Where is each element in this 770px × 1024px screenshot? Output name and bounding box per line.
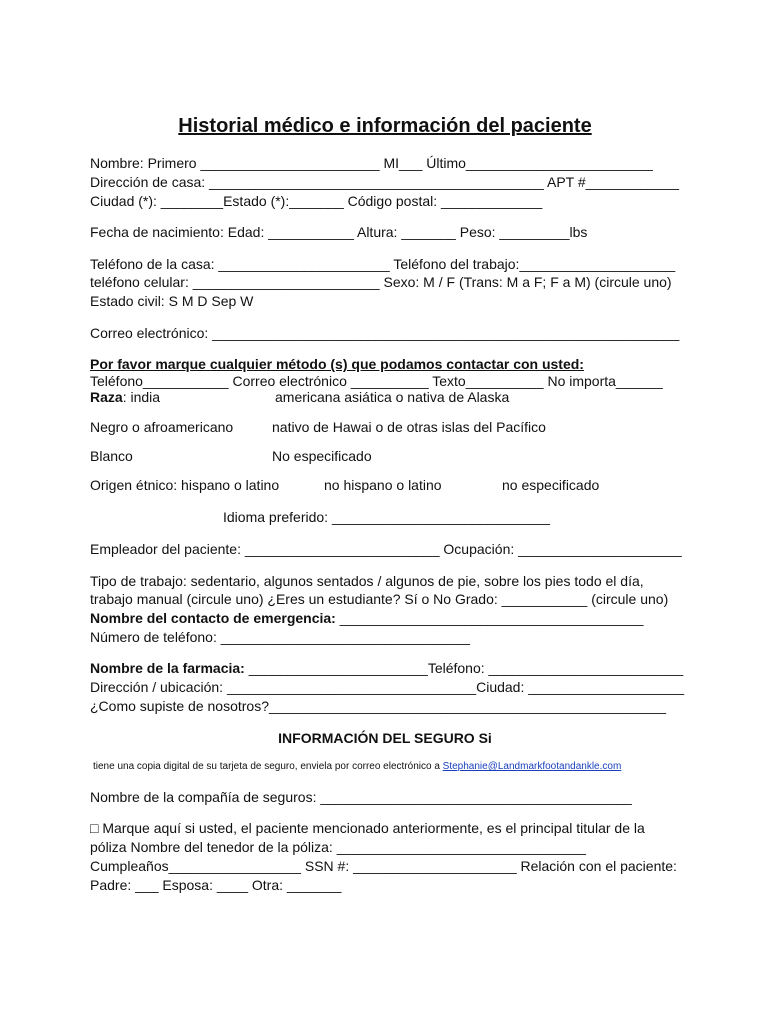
phone-number-line: Número de teléfono: ________________________________ xyxy=(90,629,470,645)
work-type-line-2: trabajo manual (circule uno) ¿Eres un estudiante? Sí o No Grado: ___________ (circule uno) xyxy=(90,591,669,607)
policy-holder-line: póliza Nombre del tenedor de la póliza: ________________________________ xyxy=(90,839,586,855)
relationship-line: Padre: ___ Esposa: ____ Otra: _______ xyxy=(90,877,342,893)
race-black: Negro o afroamericano xyxy=(90,419,234,435)
name-line: Nombre: Primero _______________________ MI___ Último________________________ xyxy=(90,155,653,171)
language-line: Idioma preferido: ____________________________ xyxy=(223,509,550,525)
pharmacy-address-line: Dirección / ubicación: ________________________________Ciudad: ____________________ xyxy=(90,679,684,695)
ethnicity-unspecified: no especificado xyxy=(502,477,600,493)
race-asian: americana asiática o nativa de Alaska xyxy=(275,389,510,405)
employer-line: Empleador del paciente: _________________________ Ocupación: _____________________ xyxy=(90,541,682,557)
contact-methods-heading: Por favor marque cualquier método (s) que podamos contactar con usted: xyxy=(90,356,584,372)
pharmacy-label: Nombre de la farmacia: xyxy=(90,660,245,676)
work-type-line-1: Tipo de trabajo: sedentario, algunos sentados / algunos de pie, sobre los pies todo el día, xyxy=(90,573,644,589)
ethnicity-non-hispanic: no hispano o latino xyxy=(324,477,442,493)
ethnicity-hispanic: Origen étnico: hispano o latino xyxy=(90,477,280,493)
insurance-note xyxy=(93,760,621,774)
city-line: Ciudad (*): ________Estado (*):_______ Código postal: _____________ xyxy=(90,193,543,209)
insurance-heading: INFORMACIÓN DEL SEGURO Si xyxy=(278,730,492,746)
marital-status-line: Estado civil: S M D Sep W xyxy=(90,293,254,309)
pharmacy-blank: _______________________Teléfono: _________________________ xyxy=(244,660,684,676)
birthdate-line: Fecha de nacimiento: Edad: ___________ Altura: _______ Peso: _________lbs xyxy=(90,224,588,240)
birthday-ssn-line: Cumpleaños_________________ SSN #: _____________________ Relación con el paciente: xyxy=(90,858,677,874)
referral-line: ¿Como supiste de nosotros?___________________________________________________ xyxy=(90,698,667,714)
race-white: Blanco xyxy=(90,448,133,464)
emergency-contact-label: Nombre del contacto de emergencia: xyxy=(90,610,336,626)
emergency-contact-line xyxy=(90,609,643,627)
page-title: Historial médico e información del paciente xyxy=(178,115,592,137)
cell-phone-line: teléfono celular: ________________________ Sexo: M / F (Trans: M a F; F a M) (circule uno) xyxy=(90,274,672,290)
address-line: Dirección de casa: ___________________________________________ APT #____________ xyxy=(90,174,680,190)
insurance-company-line: Nombre de la compañía de seguros: ________________________________________ xyxy=(90,789,632,805)
insurance-note-text: tiene una copia digital de su tarjeta de seguro, enviela por correo electrónico a xyxy=(93,761,443,772)
home-phone-line: Teléfono de la casa: ______________________ Teléfono del trabajo:____________________ xyxy=(90,256,676,272)
insurance-email-link[interactable]: Stephanie@Landmarkfootandankle.com xyxy=(442,761,622,772)
emergency-contact-blank: _______________________________________ xyxy=(335,610,644,626)
primary-holder-checkbox-line[interactable]: □ Marque aquí si usted, el paciente mencionado anteriormente, es el principal titular de la xyxy=(90,820,645,836)
race-line xyxy=(90,388,160,406)
race-india: : india xyxy=(122,389,161,405)
pharmacy-line xyxy=(90,659,683,677)
race-label: Raza xyxy=(90,389,123,405)
race-unspecified: No especificado xyxy=(272,448,372,464)
contact-methods-line: Teléfono___________ Correo electrónico __________ Texto__________ No importa______ xyxy=(90,373,663,389)
race-hawaiian: nativo de Hawai o de otras islas del Pacífico xyxy=(272,419,546,435)
email-line: Correo electrónico: ____________________________________________________________ xyxy=(90,325,680,341)
